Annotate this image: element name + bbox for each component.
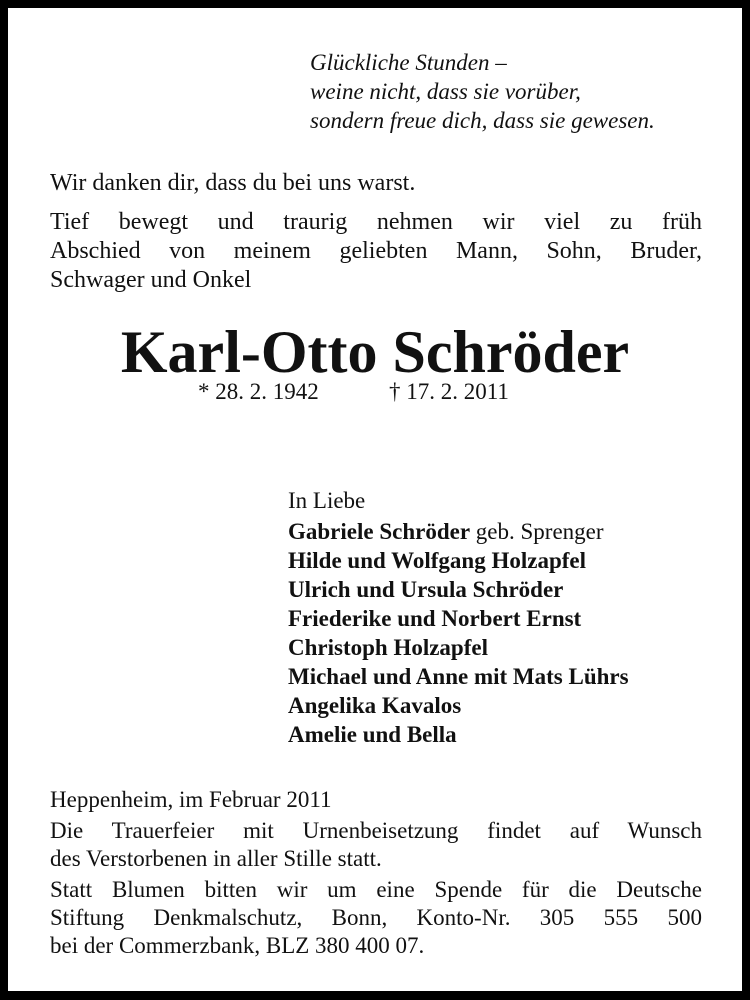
intro-line: Abschied von meinem geliebten Mann, Sohn, Bruder,: [50, 238, 702, 264]
mourner-name: Gabriele Schröder: [288, 519, 471, 544]
death-date: † 17. 2. 2011: [389, 379, 509, 404]
mourner-name: Friederike und Norbert Ernst: [288, 606, 582, 631]
mourner: [288, 633, 629, 662]
deceased-name: Karl-Otto Schröder: [120, 319, 630, 385]
poem-quote: [310, 48, 655, 135]
intro-line: Tief bewegt und traurig nehmen wir viel zu früh: [50, 209, 702, 235]
intro-paragraph: [50, 208, 702, 295]
mourner: [288, 691, 629, 720]
mourner: [288, 720, 629, 749]
mourner: [288, 604, 629, 633]
mourner-name: Ulrich und Ursula Schröder: [288, 577, 564, 602]
mourner-name: Hilde und Wolfgang Holzapfel: [288, 548, 586, 573]
donation-line: Stiftung Denkmalschutz, Bonn, Konto-Nr. 305 555 500: [50, 905, 702, 930]
in-love-label: In Liebe: [288, 488, 366, 513]
intro-line: Schwager und Onkel: [50, 267, 252, 293]
poem-line: weine nicht, dass sie vorüber,: [310, 79, 581, 104]
poem-line: Glückliche Stunden –: [310, 50, 507, 75]
death-notice: [8, 8, 742, 991]
donation-line: Statt Blumen bitten wir um eine Spende für die Deutsche: [50, 877, 702, 902]
donation-info: [50, 876, 702, 960]
place-date: Heppenheim, im Februar 2011: [50, 787, 332, 812]
birth-date: * 28. 2. 1942: [198, 379, 319, 404]
footer-info: [50, 786, 702, 960]
donation-line: bei der Commerzbank, BLZ 380 400 07.: [50, 933, 425, 958]
mourner-name: Michael und Anne mit Mats Lührs: [288, 664, 629, 689]
mourner-name: Amelie und Bella: [288, 722, 457, 747]
mourner: [288, 517, 629, 546]
mourner-name: Christoph Holzapfel: [288, 635, 488, 660]
mourner-name: Angelika Kavalos: [288, 693, 462, 718]
mourners-list: [288, 486, 629, 749]
poem-line: sondern freue dich, dass sie gewesen.: [310, 108, 655, 133]
mourner: [288, 662, 629, 691]
thanks-line: Wir danken dir, dass du bei uns warst.: [50, 170, 416, 196]
mourner-maiden-name: geb. Sprenger: [470, 519, 604, 544]
ceremony-info: [50, 817, 702, 873]
mourner: [288, 575, 629, 604]
ceremony-line: Die Trauerfeier mit Urnenbeisetzung findet auf Wunsch: [50, 818, 702, 843]
ceremony-line: des Verstorbenen in aller Stille statt.: [50, 846, 382, 871]
mourner: [288, 546, 629, 575]
